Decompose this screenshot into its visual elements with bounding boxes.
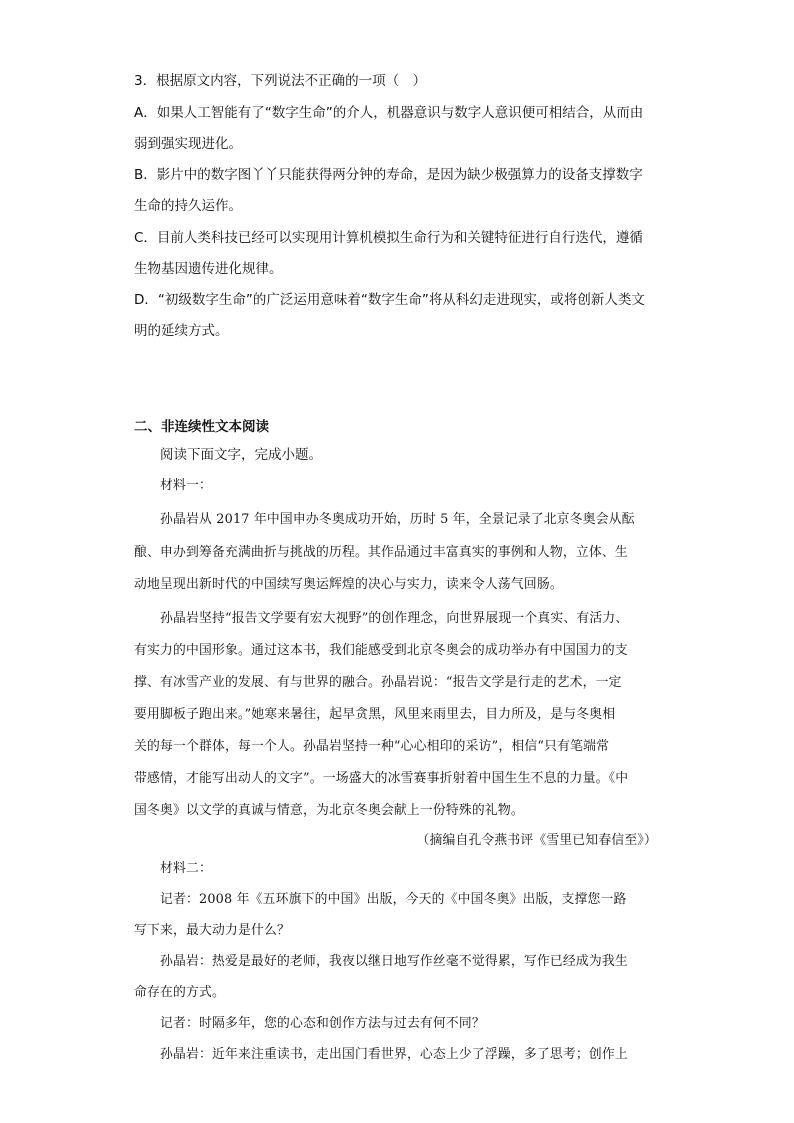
- option-b-line-2: 生命的持久运作。: [134, 198, 242, 214]
- question-stem: 3．根据原文内容，下列说法不正确的一项（ ）: [134, 73, 427, 89]
- interview-line: 记者：2008 年《五环旗下的中国》出版，今天的《中国冬奥》出版，支撑您一路: [160, 892, 627, 907]
- interview-line: 命存在的方式。: [134, 985, 225, 1000]
- section-instruction: 阅读下面文字，完成小题。: [160, 447, 322, 463]
- material-1-p1-line: 动地呈现出新时代的中国续写奥运辉煌的决心与实力，读来令人荡气回肠。: [134, 577, 563, 592]
- material-2-label: 材料二：: [160, 861, 212, 876]
- material-1-p2-line: 撑、有冰雪产业的发展、有与世界的融合。孙晶岩说：“报告文学是行走的艺术，一定: [134, 675, 622, 690]
- material-1-p2-line: 孙晶岩坚持“报告文学要有宏大视野”的创作理念，向世界展现一个真实、有活力、: [160, 611, 629, 626]
- interview-line: 孙晶岩：近年来注重读书，走出国门看世界，心态上少了浮躁，多了思考；创作上: [160, 1047, 628, 1062]
- interview-line: 写下来，最大动力是什么？: [134, 923, 290, 938]
- option-a-line-2: 弱到强实现进化。: [134, 136, 242, 152]
- option-a-line-1: A．如果人工智能有了“数字生命”的介人，机器意识与数字人意识便可相结合，从而由: [134, 105, 644, 121]
- interview-line: 孙晶岩：热爱是最好的老师，我夜以继日地写作丝毫不觉得累，写作已经成为我生: [160, 954, 628, 969]
- option-c-line-2: 生物基因遗传进化规律。: [134, 261, 283, 277]
- material-1-label: 材料一：: [160, 478, 212, 493]
- section-heading: 二、非连续性文本阅读: [134, 419, 269, 435]
- material-1-p1-line: 孙晶岩从 2017 年中国申办冬奥成功开始，历时 5 年，全景记录了北京冬奥会从酝: [160, 512, 635, 527]
- interview-line: 记者：时隔多年，您的心态和创作方法与过去有何不同？: [160, 1016, 485, 1031]
- material-1-p2-line: 有实力的中国形象。通过这本书，我们能感受到北京冬奥会的成功举办有中国国力的支: [134, 643, 628, 658]
- material-1-p1-line: 酿、申办到筹备充满曲折与挑战的历程。其作品通过丰富真实的事例和人物，立体、生: [134, 545, 628, 560]
- option-d-line-1: D．“初级数字生命”的广泛运用意味着“数字生命”将从科幻走进现实，或将创新人类文: [134, 292, 645, 308]
- material-1-p2-line: 国冬奥》以文学的真诚与情意，为北京冬奥会献上一份特殊的礼物。: [134, 803, 524, 818]
- material-1-p2-line: 要用脚板子跑出来。”她寒来暑往，起早贪黑，风里来雨里去，目力所及，是与冬奥相: [134, 707, 616, 722]
- material-1-p2-line: 带感情，才能写出动人的文字”。一场盛大的冰雪赛事折射着中国生生不息的力量。《中: [134, 771, 629, 786]
- material-1-source: （摘编自孔令燕书评《雪里已知春信至》）: [416, 833, 657, 848]
- material-1-p2-line: 关的每一个群体，每一个人。孙晶岩坚持一种“心心相印的采访”，相信“只有笔端常: [134, 739, 610, 754]
- option-b-line-1: B．影片中的数字图丫丫只能获得两分钟的寿命，是因为缺少极强算力的设备支撑数字: [134, 167, 643, 183]
- option-c-line-1: C．目前人类科技已经可以实现用计算机模拟生命行为和关键特征进行自行迭代，遵循: [134, 230, 643, 246]
- option-d-line-2: 明的延续方式。: [134, 323, 229, 339]
